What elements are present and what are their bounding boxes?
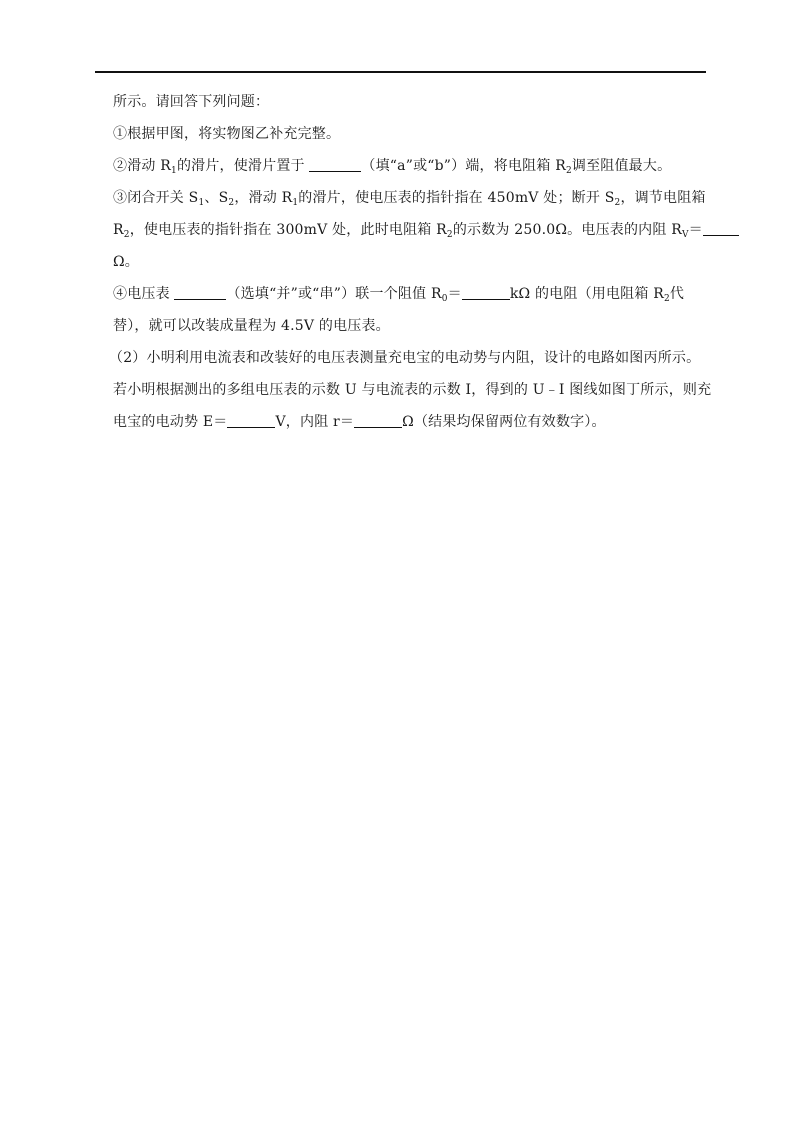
blank-answer-r0 — [462, 285, 510, 300]
header-rule — [95, 71, 706, 73]
step-3: ③闭合开关 $S_1$、$S_2$，滑动 $R_1$的滑片，使电压表的指针指在 450mV 处；断开 $S_2$，调节电阻箱 — [113, 190, 706, 208]
step-4: ④电压表 （选填“并”或“串”）联一个阻值 $R_0= k\Omega$ 的电阻（用电阻箱 $R_2$代 — [113, 286, 685, 304]
step-3-unit: Ω。 — [113, 254, 140, 270]
blank-answer-rv — [703, 221, 739, 236]
step-1: ①根据甲图，将实物图乙补充完整。 — [113, 126, 341, 142]
blank-answer-r — [354, 413, 402, 428]
step-3-cont: $R_2$，使电压表的指针指在 300mV 处，此时电阻箱 $R_2$的示数为 250.0Ω。电压表的内阻 $R_V=$ — [113, 220, 739, 245]
blank-answer-emf — [227, 413, 275, 428]
part-2-cont: 若小明根据测出的多组电压表的示数 U 与电流表的示数 I，得到的 U﹣I 图线如图丁所示，则充 — [113, 382, 712, 398]
step-2: ②滑动 $R_1$的滑片，使滑片置于 （填“a”或“b”）端，将电阻箱 $R_2$调至阻值最大。 — [113, 158, 672, 176]
blank-answer-connection — [174, 285, 226, 300]
part-2-answer: 电宝的电动势 E＝ V，内阻 r＝ Ω（结果均保留两位有效数字）。 — [113, 414, 606, 430]
blank-answer-end — [309, 157, 361, 172]
part-2: （2）小明利用电流表和改装好的电压表测量充电宝的电动势与内阻，设计的电路如图丙所示。 — [109, 350, 701, 366]
step-4-cont: 替），就可以改装成量程为 4.5V 的电压表。 — [113, 318, 390, 334]
line-1: 所示。请回答下列问题： — [113, 94, 270, 110]
